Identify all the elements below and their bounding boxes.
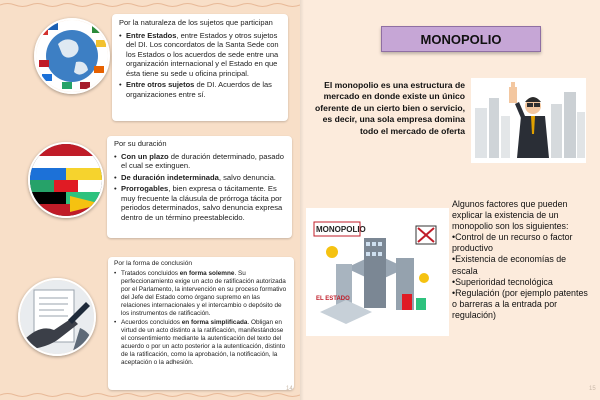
bullet-list [114, 152, 285, 223]
item-text: , bien expresa o tácitamente. Es muy frecuente la cláusula de prórroga tácita por periodos determinados, salvo denuncia expresa dentro de un término preestablecido. [121, 184, 283, 223]
list-item [114, 152, 285, 171]
factor-item: •Control de un recurso o factor productivo [452, 232, 573, 254]
box-conclusion-form [108, 257, 294, 390]
item-text: , salvo denuncia. [218, 172, 276, 182]
label-text: EL ESTADO [316, 296, 350, 302]
factor-item: •Regulación (por ejemplo patentes o barreras a la entrada por regulación) [452, 287, 588, 320]
page-title: MONOPOLIO [381, 26, 541, 52]
list-item [119, 80, 281, 99]
list-item [114, 270, 288, 318]
page-number: 15 [589, 386, 596, 392]
businessman-binoculars-illustration [471, 78, 586, 163]
bold-term: De duración indeterminada [121, 172, 219, 182]
list-item [119, 31, 281, 79]
item-text: de duración determinado, pasado el cual se extinguen. [121, 151, 284, 171]
item-text: . Su perfeccionamiento exige un acto de ratificación autorizada por el Parlamento, la intervención en su proceso formativo del Jefe del Estado como órgano supremo en las relaciones internacionales y el intercambio o depósito de los instrumentos de ratificación. [121, 270, 287, 317]
decorative-border-bottom [0, 392, 300, 398]
item-prefix: Acuerdos concluidos [121, 319, 182, 326]
decorative-border-top [0, 2, 300, 8]
bold-term: Prorrogables [121, 184, 169, 194]
bold-term: en forma solemne [179, 270, 235, 277]
bold-term: Entre Estados [126, 30, 177, 40]
bullet-list [119, 31, 281, 100]
box-title: Por la naturaleza de los sujetos que participan [119, 18, 273, 27]
factor-item: •Superioridad tecnológica [452, 276, 553, 287]
bullet-list [114, 270, 288, 367]
list-item [114, 173, 285, 183]
list-item [114, 319, 288, 367]
item-text: de DI. Acuerdos de las organizaciones entre sí. [126, 80, 272, 100]
monopoly-definition: El monopolio es una estructura de mercado en donde existe un único oferente de un cierto bien o servicio, es decir, una sola empresa domina todo el mercado de oferta [315, 80, 465, 136]
box-title: Por la forma de conclusión [114, 260, 193, 267]
bold-term: Con un plazo [121, 151, 169, 161]
box-duration [107, 136, 292, 238]
item-text: . Obligan en virtud de un acto distinto a la ratificación, manifestándose el consentimiento mediante la autenticación del texto del acuerdo o por un acto posterior a la autenticación, distinto de la ratificación, como la aprobación, la notificación, la aceptación o la adhesión. [121, 319, 286, 366]
item-text: , entre Estados y otros sujetos del DI. Los concordatos de la Santa Sede con los Estados o los acuerdos de sede entre una organización internacional y el Estado en que ésta tiene su sede u oficina principal. [126, 30, 279, 78]
box-title: Por su duración [114, 139, 167, 148]
list-item [114, 184, 285, 222]
factors-intro: Algunos factores que pueden explicar la existencia de un monopolio son los siguientes: [452, 199, 569, 232]
flags-globe-image [28, 142, 104, 218]
signing-document-image [18, 278, 96, 356]
monopoly-factors [452, 199, 592, 321]
monopoly-buildings-illustration [306, 208, 449, 336]
page-number: 14 [286, 386, 293, 392]
item-prefix: Tratados concluidos [121, 270, 180, 277]
box-nature-of-subjects [112, 14, 288, 121]
sign-text: MONOPOLIO [316, 225, 366, 234]
bold-term: en forma simplificada [181, 319, 248, 326]
factor-item: •Existencia de economías de escala [452, 254, 567, 276]
right-page [300, 0, 600, 400]
bold-term: Entre otros sujetos [126, 80, 195, 90]
globe-flags-image [34, 18, 110, 94]
